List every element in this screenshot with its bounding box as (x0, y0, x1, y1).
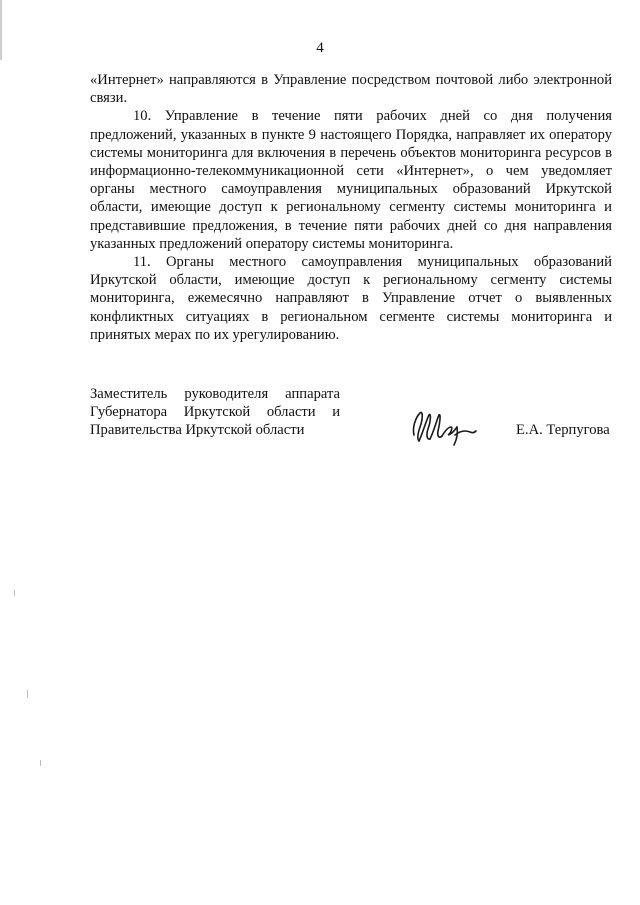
signature-block (90, 385, 620, 455)
signatory-position-line-2: Губернатора Иркутской области и (90, 404, 340, 421)
signatory-name: Е.А. Терпугова (516, 422, 610, 438)
signatory-position-line-1: Заместитель руководителя аппарата (90, 386, 340, 402)
paragraph-item-11: 11. Органы местного самоуправления муниципальных образований Иркутской области, имеющие доступ к региональному сегменту системы мониторинга, ежемесячно направляют в Управление отчет о выявленных конфликтных ситуациях в региональном сегменте системы мониторинга и принятых мерах по их урегулированию. (90, 254, 612, 343)
scan-artifact (14, 590, 15, 596)
signatory-position-line-3: Правительства Иркутской области (90, 422, 305, 439)
signatory-position (90, 385, 340, 440)
paragraph-item-10: 10. Управление в течение пяти рабочих дней со дня получения предложений, указанных в пункте 9 настоящего Порядка, направляет их оператору системы мониторинга для включения в перечень объектов мониторинга ресурсов в информационно-телекоммуникационной сети «Интернет», о чем уведомляет органы местного самоуправления муниципальных образований Иркутской области, имеющие доступ к региональному сегменту системы мониторинга и представившие предложения, в течение пяти рабочих дней со дня направления указанных предложений оператору системы мониторинга. (90, 108, 612, 252)
paragraph-continuation: «Интернет» направляются в Управление посредством почтовой либо электронной связи. (90, 72, 612, 107)
scan-artifact (27, 690, 28, 698)
handwritten-signature (408, 405, 478, 447)
scan-artifact (40, 760, 41, 766)
document-body (90, 71, 612, 344)
page-number: 4 (316, 40, 324, 56)
